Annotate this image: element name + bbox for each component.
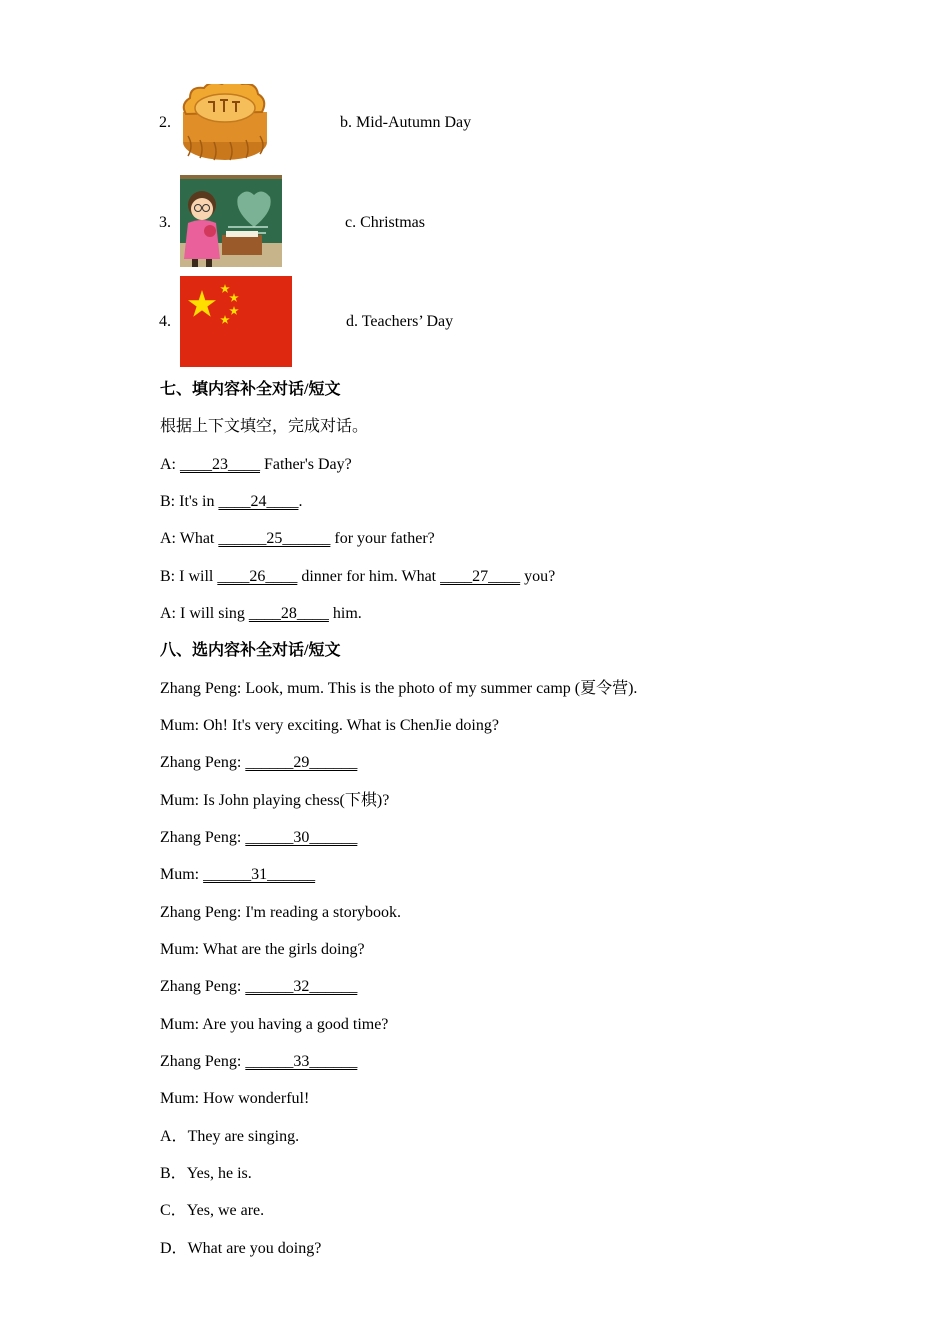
- blank-27[interactable]: ____27____: [440, 568, 521, 585]
- dialogue-line: Zhang Peng: ______29______: [160, 754, 358, 771]
- match-option-c: c. Christmas: [345, 214, 425, 231]
- dialogue-line: Mum: Oh! It's very exciting. What is ChenJie doing?: [160, 717, 499, 734]
- blank-33[interactable]: ______33______: [245, 1053, 358, 1070]
- mooncake-icon: [180, 84, 270, 166]
- blank-25[interactable]: ______25______: [218, 530, 331, 547]
- dialogue-line: Zhang Peng: Look, mum. This is the photo of my summer camp (夏令营).: [160, 680, 638, 697]
- option-b[interactable]: B．Yes, he is.: [160, 1165, 252, 1182]
- dialogue-line: Mum: What are the girls doing?: [160, 941, 365, 958]
- match-option-d: d. Teachers’ Day: [346, 313, 454, 330]
- dialogue-line: A: ____23____ Father's Day?: [160, 456, 352, 473]
- blank-24[interactable]: ____24____: [218, 493, 299, 510]
- match-number-4: 4.: [159, 313, 171, 330]
- blank-32[interactable]: ______32______: [245, 978, 358, 995]
- china-flag-icon: [180, 276, 292, 367]
- match-number-3: 3.: [159, 214, 171, 231]
- section7-instruction: 根据上下文填空，完成对话。: [160, 418, 369, 435]
- section8-heading: 八、选内容补全对话/短文: [160, 642, 341, 659]
- blank-23[interactable]: ____23____: [180, 456, 260, 473]
- blank-29[interactable]: ______29______: [245, 754, 358, 771]
- option-d[interactable]: D．What are you doing?: [160, 1240, 322, 1257]
- teacher-classroom-icon: [180, 175, 282, 267]
- dialogue-line: Zhang Peng: I'm reading a storybook.: [160, 904, 402, 921]
- blank-30[interactable]: ______30______: [245, 829, 358, 846]
- blank-26[interactable]: ____26____: [217, 568, 298, 585]
- dialogue-line: Zhang Peng: ______33______: [160, 1053, 358, 1070]
- dialogue-line: A: What ______25______ for your father?: [160, 530, 435, 547]
- blank-28[interactable]: ____28____: [248, 605, 329, 622]
- dialogue-line: B: It's in ____24____.: [160, 493, 303, 510]
- match-option-b: b. Mid-Autumn Day: [340, 114, 472, 131]
- dialogue-line: Mum: Is John playing chess(下棋)?: [160, 792, 390, 809]
- option-c[interactable]: C．Yes, we are.: [160, 1202, 265, 1219]
- blank-31[interactable]: ______31______: [203, 866, 316, 883]
- dialogue-line: Mum: Are you having a good time?: [160, 1016, 389, 1033]
- dialogue-line: Mum: How wonderful!: [160, 1090, 310, 1107]
- section7-heading: 七、填内容补全对话/短文: [160, 381, 341, 398]
- match-number-2: 2.: [159, 114, 171, 131]
- dialogue-line: Zhang Peng: ______32______: [160, 978, 358, 995]
- dialogue-line: Zhang Peng: ______30______: [160, 829, 358, 846]
- dialogue-line: B: I will ____26____ dinner for him. What ____27____ you?: [160, 568, 556, 585]
- dialogue-line: Mum: ______31______: [160, 866, 316, 883]
- dialogue-line: A: I will sing ____28____ him.: [160, 605, 362, 622]
- option-a[interactable]: A．They are singing.: [160, 1128, 300, 1145]
